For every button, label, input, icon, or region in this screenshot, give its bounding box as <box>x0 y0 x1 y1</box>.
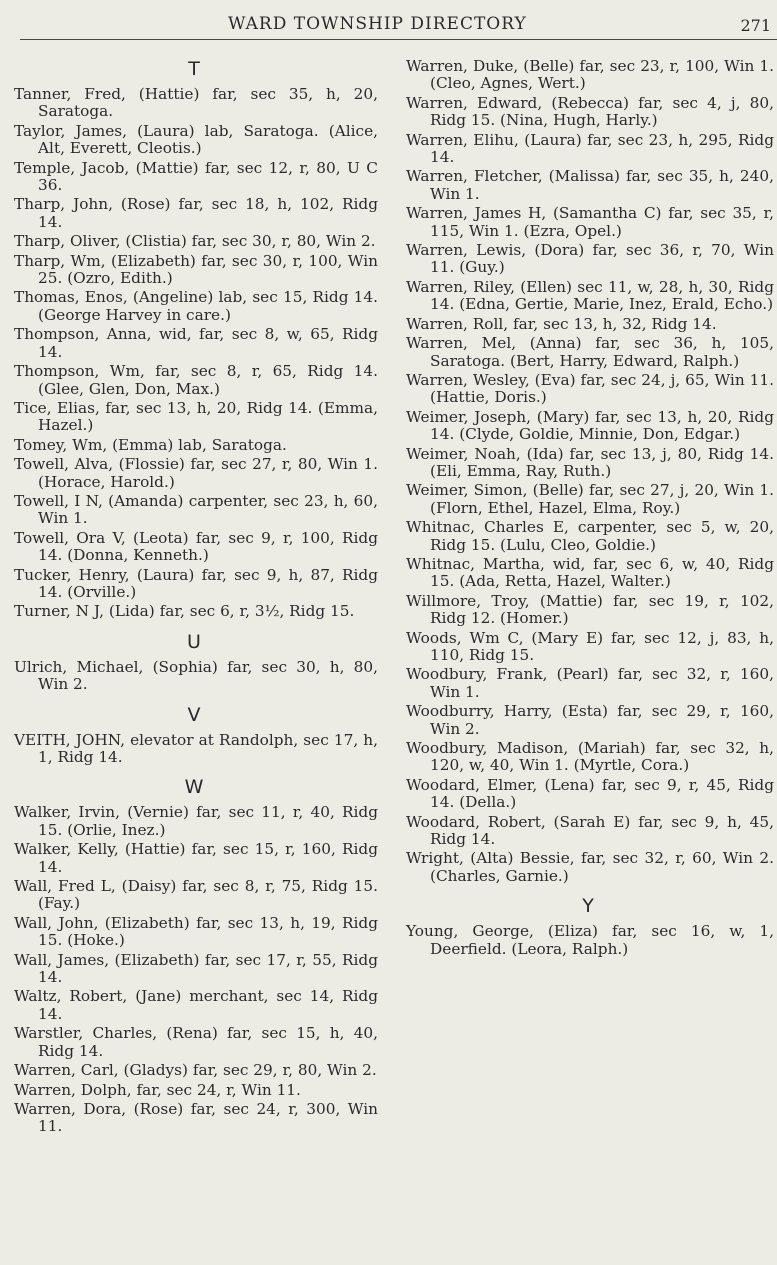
directory-entry: Thomas, Enos, (Angeline) lab, sec 15, Ridg 14. (George Harvey in care.) <box>14 288 378 324</box>
directory-entry: Woodburry, Harry, (Esta) far, sec 29, r, 160, Win 2. <box>406 702 774 738</box>
section-letter: W <box>184 776 204 799</box>
directory-entry: Woodard, Robert, (Sarah E) far, sec 9, h, 45, Ridg 14. <box>406 812 774 849</box>
directory-entry: Tharp, John, (Rose) far, sec 18, h, 102, Ridg 14. <box>14 195 378 231</box>
directory-entry: Woods, Wm C, (Mary E) far, sec 12, j, 83, h, 110, Ridg 15. <box>406 628 774 664</box>
directory-entry: Warstler, Charles, (Rena) far, sec 15, h, 40, Ridg 14. <box>14 1024 378 1060</box>
directory-entry: Warren, Lewis, (Dora) far, sec 36, r, 70, Win 11. (Guy.) <box>406 241 774 277</box>
header-rule <box>20 39 777 40</box>
directory-entry: Walker, Irvin, (Vernie) far, sec 11, r, 40, Ridg 15. (Orlie, Inez.) <box>14 803 378 839</box>
directory-entry: Taylor, James, (Laura) lab, Saratoga. (Alice, Alt, Everett, Cleotis.) <box>14 121 378 158</box>
directory-entry: Warren, Duke, (Belle) far, sec 23, r, 100, Win 1. (Cleo, Agnes, Wert.) <box>406 57 774 93</box>
directory-entry: Walker, Kelly, (Hattie) far, sec 15, r, 160, Ridg 14. <box>14 840 378 876</box>
directory-entry: Young, George, (Eliza) far, sec 16, w, 1, Deerfield. (Leora, Ralph.) <box>406 922 774 958</box>
directory-entry: VEITH, JOHN, elevator at Randolph, sec 17, h, 1, Ridg 14. <box>14 730 378 766</box>
directory-entry: Wall, James, (Elizabeth) far, sec 17, r, 55, Ridg 14. <box>14 950 378 987</box>
directory-entry: Weimer, Noah, (Ida) far, sec 13, j, 80, Ridg 14. (Eli, Emma, Ray, Ruth.) <box>406 444 774 480</box>
section-letter: Y <box>582 895 594 918</box>
directory-entry: Weimer, Simon, (Belle) far, sec 27, j, 20, Win 1. (Florn, Ethel, Hazel, Elma, Roy.) <box>406 481 774 517</box>
directory-entry: Whitnac, Charles E, carpenter, sec 5, w, 20, Ridg 15. (Lulu, Cleo, Goldie.) <box>406 518 774 554</box>
directory-entry: Warren, James H, (Samantha C) far, sec 35, r, 115, Win 1. (Ezra, Opel.) <box>406 204 774 240</box>
directory-entry: Tharp, Oliver, (Clistia) far, sec 30, r, 80, Win 2. <box>14 232 376 251</box>
directory-entry: Wright, (Alta) Bessie, far, sec 32, r, 60, Win 2. (Charles, Garnie.) <box>406 849 774 885</box>
section-letter: V <box>187 703 201 726</box>
directory-entry: Warren, Roll, far, sec 13, h, 32, Ridg 14. <box>406 314 717 333</box>
section-gap <box>10 768 378 776</box>
directory-entry: Towell, Alva, (Flossie) far, sec 27, r, 80, Win 1. (Horace, Harold.) <box>14 455 378 491</box>
directory-entry: Tucker, Henry, (Laura) far, sec 9, h, 87, Ridg 14. (Orville.) <box>14 565 378 601</box>
directory-entry: Warren, Dolph, far, sec 24, r, Win 11. <box>14 1080 301 1099</box>
section-letter: U <box>187 630 201 653</box>
page-title: WARD TOWNSHIP DIRECTORY <box>228 14 527 34</box>
directory-entry: Woodbury, Madison, (Mariah) far, sec 32, h, 120, w, 40, Win 1. (Myrtle, Cora.) <box>406 739 774 775</box>
directory-entry: Towell, Ora V, (Leota) far, sec 9, r, 100, Ridg 14. (Donna, Kenneth.) <box>14 528 378 565</box>
page-header <box>0 0 777 40</box>
directory-entry: Warren, Riley, (Ellen) sec 11, w, 28, h, 30, Ridg 14. (Edna, Gertie, Marie, Inez, Erald, Echo.) <box>406 277 774 314</box>
directory-entry: Ulrich, Michael, (Sophia) far, sec 30, h, 80, Win 2. <box>14 657 378 694</box>
directory-entry: Tice, Elias, far, sec 13, h, 20, Ridg 14. (Emma, Hazel.) <box>14 398 378 435</box>
section-gap <box>10 623 378 631</box>
directory-entry: Warren, Fletcher, (Malissa) far, sec 35, h, 240, Win 1. <box>406 167 774 203</box>
directory-entry: Weimer, Joseph, (Mary) far, sec 13, h, 20, Ridg 14. (Clyde, Goldie, Minnie, Don, Edgar.) <box>406 407 774 444</box>
directory-entry: Warren, Wesley, (Eva) far, sec 24, j, 65, Win 11. (Hattie, Doris.) <box>406 370 774 407</box>
directory-entry: Woodbury, Frank, (Pearl) far, sec 32, r, 160, Win 1. <box>406 665 774 701</box>
directory-entry: Wall, Fred L, (Daisy) far, sec 8, r, 75, Ridg 15. (Fay.) <box>14 877 378 913</box>
directory-entry: Warren, Carl, (Gladys) far, sec 29, r, 80, Win 2. <box>14 1061 377 1080</box>
section-gap <box>10 696 378 704</box>
directory-entry: Woodard, Elmer, (Lena) far, sec 9, r, 45, Ridg 14. (Della.) <box>406 775 774 812</box>
directory-entry: Towell, I N, (Amanda) carpenter, sec 23, h, 60, Win 1. <box>14 491 378 528</box>
page-number: 271 <box>740 16 771 35</box>
section-gap <box>402 887 774 895</box>
directory-entry: Thompson, Anna, wid, far, sec 8, w, 65, Ridg 14. <box>14 325 378 361</box>
directory-entry: Turner, N J, (Lida) far, sec 6, r, 3½, Ridg 15. <box>14 602 355 621</box>
directory-entry: Wall, John, (Elizabeth) far, sec 13, h, 19, Ridg 15. (Hoke.) <box>14 913 378 950</box>
directory-entry: Warren, Dora, (Rose) far, sec 24, r, 300, Win 11. <box>14 1099 378 1136</box>
section-letter: T <box>188 58 200 80</box>
left-column <box>10 58 378 1138</box>
directory-entry: Tomey, Wm, (Emma) lab, Saratoga. <box>14 435 287 454</box>
directory-entry: Willmore, Troy, (Mattie) far, sec 19, r, 102, Ridg 12. (Homer.) <box>406 591 774 628</box>
directory-entry: Whitnac, Martha, wid, far, sec 6, w, 40, Ridg 15. (Ada, Retta, Hazel, Walter.) <box>406 554 774 591</box>
directory-entry: Tanner, Fred, (Hattie) far, sec 35, h, 20, Saratoga. <box>14 85 378 121</box>
directory-entry: Waltz, Robert, (Jane) merchant, sec 14, Ridg 14. <box>14 987 378 1023</box>
directory-entry: Temple, Jacob, (Mattie) far, sec 12, r, 80, U C 36. <box>14 158 378 195</box>
right-column <box>402 58 774 960</box>
directory-entry: Warren, Elihu, (Laura) far, sec 23, h, 295, Ridg 14. <box>406 130 774 167</box>
directory-entry: Thompson, Wm, far, sec 8, r, 65, Ridg 14. (Glee, Glen, Don, Max.) <box>14 362 378 398</box>
directory-entry: Warren, Edward, (Rebecca) far, sec 4, j, 80, Ridg 15. (Nina, Hugh, Harly.) <box>406 93 774 130</box>
directory-entry: Warren, Mel, (Anna) far, sec 36, h, 105, Saratoga. (Bert, Harry, Edward, Ralph.) <box>406 334 774 370</box>
directory-entry: Tharp, Wm, (Elizabeth) far, sec 30, r, 100, Win 25. (Ozro, Edith.) <box>14 251 378 288</box>
